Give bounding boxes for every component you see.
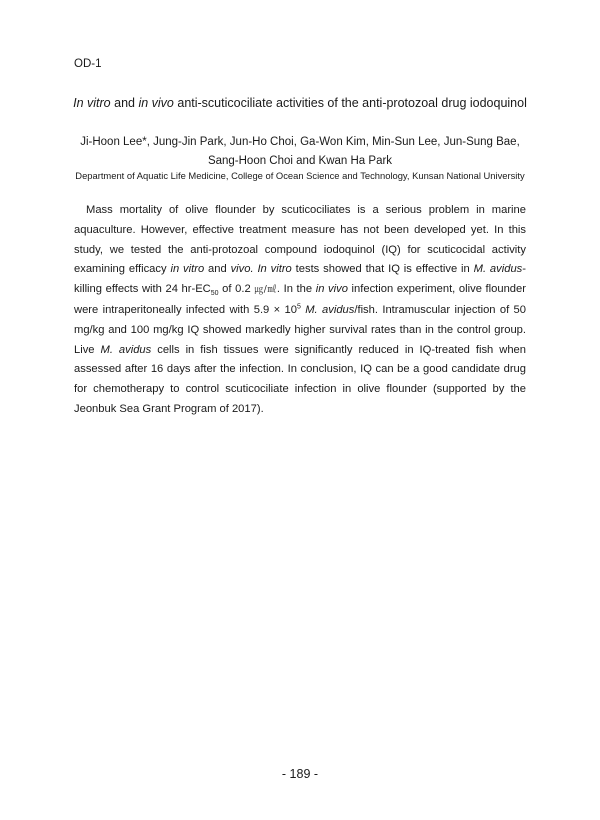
abstract-text: tests showed that IQ is effective in: [291, 263, 474, 276]
abstract-italic: in vitro: [170, 263, 205, 276]
abstract-italic: in vivo: [315, 283, 348, 296]
author-list: [60, 133, 540, 171]
abstract-text: of 0.2: [218, 283, 255, 296]
title-italic-in-vivo: in vivo: [138, 96, 174, 110]
session-code: OD-1: [74, 58, 102, 70]
superscript: 5: [296, 303, 301, 311]
abstract-text: and: [204, 263, 231, 276]
author-line-2: Sang-Hoon Choi and Kwan Ha Park: [207, 155, 393, 167]
abstract-text: cells in fish tissues were significantly reduced in IQ-treated fish when assessed after 16 days after the infection. In conclusion, IQ can be a good candidate drug for chemotherapy to control scuticociliate infection in olive flounder (supported by the Jeonbuk Sea Grant Program of 2017).: [74, 343, 526, 415]
title-text: anti-scuticociliate activities of the anti-protozoal drug iodoquinol: [173, 96, 527, 110]
abstract-italic: vivo. In vitro: [230, 263, 292, 276]
title-text: and: [110, 96, 139, 110]
abstract-italic: M. avidus: [473, 263, 523, 276]
abstract-text: . In the: [276, 283, 316, 296]
author-line-1: Ji-Hoon Lee*, Jung-Jin Park, Jun-Ho Choi, Ga-Won Kim, Min-Sun Lee, Jun-Sung Bae,: [80, 136, 520, 148]
unit-symbol: ㎍/㎖: [254, 285, 277, 296]
subscript: 50: [210, 290, 219, 298]
abstract-text: Mass mortality of olive flounder by scuticociliates is a serious problem in marine aquaculture. However, effective treatment measure has not been developed yet. In this study, we tested the anti-protozoal compound iodoquinol (IQ) for scuticocidal activity examining efficacy: [74, 204, 526, 276]
abstract-text: /fish. Intramuscular injection of 50 mg/kg and 100 mg/kg IQ showed markedly higher survival rates than in the control group. Live: [74, 303, 526, 356]
affiliation: Department of Aquatic Life Medicine, College of Ocean Science and Technology, Kunsan National University: [75, 170, 525, 181]
page-number: - 189 -: [281, 767, 319, 781]
abstract-text: infection experiment, olive flounder were intraperitoneally infected with 5.9 × 10: [74, 283, 526, 316]
title-italic-in-vitro: In vitro: [73, 96, 111, 110]
paper-title: [0, 96, 600, 110]
abstract-paragraph: [74, 201, 526, 420]
abstract-text: -killing effects with 24 hr-EC: [74, 263, 526, 296]
abstract-italic: M. avidus: [305, 303, 355, 316]
abstract-italic: M. avidus: [100, 343, 152, 356]
